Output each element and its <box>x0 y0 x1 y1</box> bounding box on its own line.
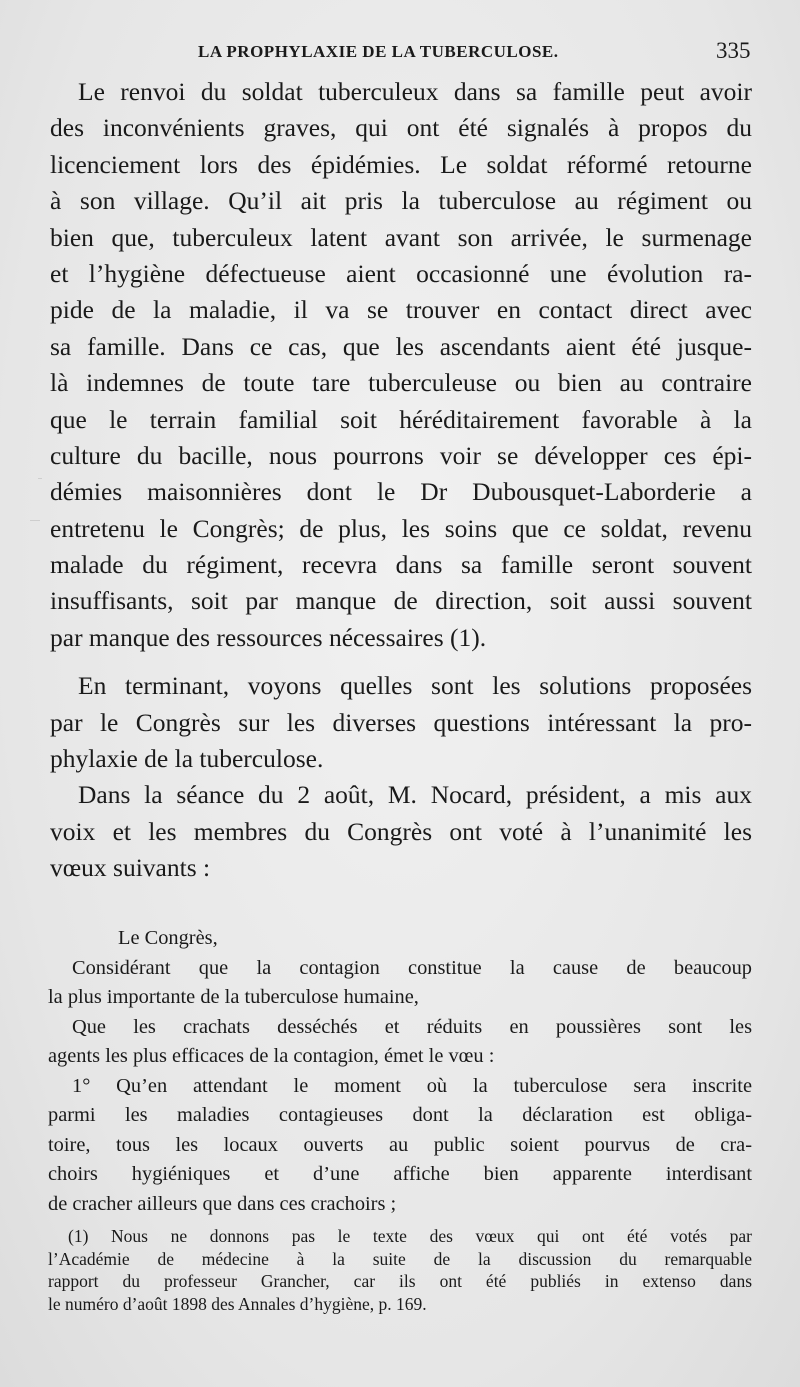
resolution-line: 1° Qu’en attendant le moment où la tuberculose sera inscrite <box>72 1074 752 1097</box>
body-line: Le renvoi du soldat tuberculeux dans sa famille peut avoir <box>78 77 752 106</box>
body-line: En terminant, voyons quelles sont les solutions proposées <box>78 671 752 701</box>
resolution-line: toire, tous les locaux ouverts au public soient pourvus de cra- <box>48 1133 752 1156</box>
footnote-line: le numéro d’août 1898 des Annales d’hygiène, p. 169. <box>48 1293 427 1314</box>
body-line: malade du régiment, recevra dans sa famille seront souvent <box>50 550 752 580</box>
body-line: des inconvénients graves, qui ont été signalés à propos du <box>50 113 752 143</box>
body-line: phylaxie de la tuberculose. <box>50 744 324 774</box>
body-line: voix et les membres du Congrès ont voté à l’unanimité les <box>50 816 752 846</box>
body-line: bien que, tuberculeux latent avant son arrivée, le surmenage <box>50 222 752 252</box>
body-line: licenciement lors des épidémies. Le soldat réformé retourne <box>50 149 752 179</box>
body-line: et l’hygiène défectueuse aient occasionné une évolution ra- <box>50 258 752 288</box>
body-line: sa famille. Dans ce cas, que les ascendants aient été jusque- <box>50 331 752 361</box>
footnote <box>48 1225 752 1315</box>
body-line: démies maisonnières dont le Dr Dubousquet-Laborderie a <box>50 477 752 507</box>
page-number: 335 <box>716 38 751 63</box>
margin-mark <box>38 478 42 479</box>
footnote-line: l’Académie de médecine à la suite de la discussion du remarquable <box>48 1248 752 1269</box>
resolution-line: Le Congrès, <box>118 927 218 949</box>
footnote-line: (1) Nous ne donnons pas le texte des vœux qui ont été votés par <box>68 1226 752 1246</box>
body-line: par manque des ressources nécessaires (1). <box>50 622 487 652</box>
resolution-line: Considérant que la contagion constitue la cause de beaucoup <box>72 956 752 979</box>
resolution-line: Que les crachats desséchés et réduits en poussières sont les <box>72 1015 752 1038</box>
footnote-line: rapport du professeur Grancher, car ils ont été publiés in extenso dans <box>48 1271 752 1292</box>
body-line: par le Congrès sur les diverses questions intéressant la pro- <box>50 707 752 737</box>
body-line: que le terrain familial soit héréditairement favorable à la <box>50 404 752 434</box>
resolution-line: de cracher ailleurs que dans ces crachoirs ; <box>48 1192 397 1215</box>
body-text <box>50 74 752 887</box>
body-line: vœux suivants : <box>50 853 211 883</box>
resolution-line: choirs hygiéniques et d’une affiche bien apparente interdisant <box>48 1163 752 1185</box>
body-line: là indemnes de toute tare tuberculeuse ou bien au contraire <box>50 368 752 398</box>
body-line: à son village. Qu’il ait pris la tuberculose au régiment ou <box>50 186 752 216</box>
running-head: LA PROPHYLAXIE DE LA TUBERCULOSE. <box>198 42 559 61</box>
body-line: Dans la séance du 2 août, M. Nocard, président, a mis aux <box>78 780 752 810</box>
resolution-line: parmi les maladies contagieuses dont la déclaration est obliga- <box>48 1104 752 1126</box>
resolution-line: la plus importante de la tuberculose humaine, <box>48 986 419 1008</box>
body-line: pide de la maladie, il va se trouver en contact direct avec <box>50 295 752 325</box>
page-header <box>0 38 800 68</box>
resolution-line: agents les plus efficaces de la contagion, émet le vœu : <box>48 1045 495 1067</box>
body-line: entretenu le Congrès; de plus, les soins que ce soldat, revenu <box>50 513 752 543</box>
resolution-text <box>48 924 752 1219</box>
margin-mark <box>30 520 40 521</box>
body-line: insuffisants, soit par manque de direction, soit aussi souvent <box>50 586 752 616</box>
body-line: culture du bacille, nous pourrons voir se développer ces épi- <box>50 440 752 470</box>
